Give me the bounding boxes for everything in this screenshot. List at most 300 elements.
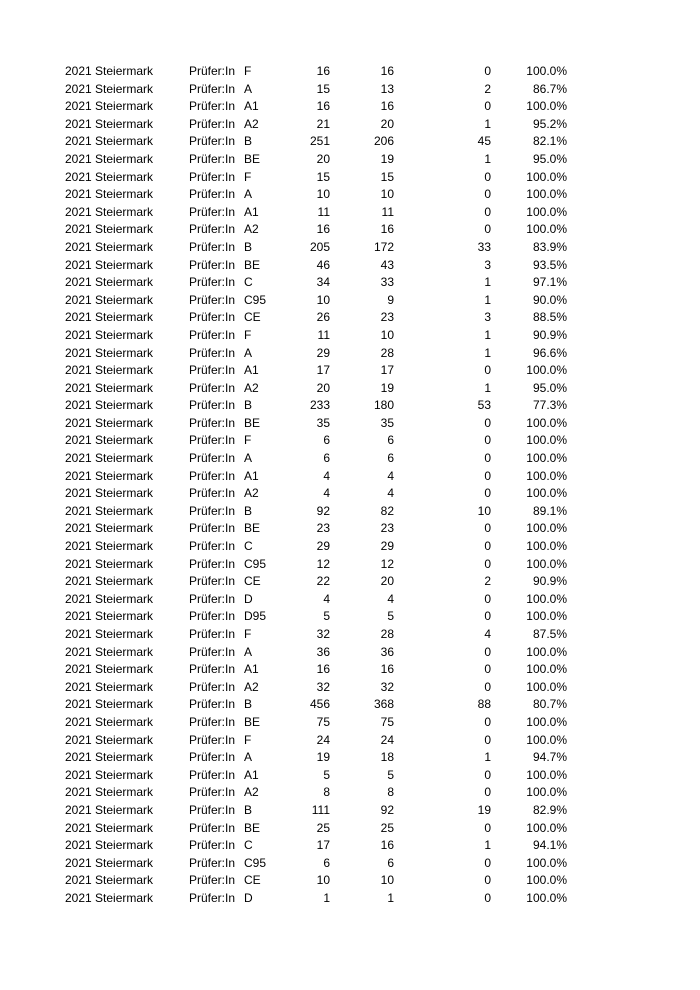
passed-count-cell: 16 [380, 222, 394, 237]
total-count-cell: 10 [316, 292, 330, 307]
license-class-cell: F [244, 627, 252, 641]
year-region-cell: 2021 Steiermark [65, 99, 154, 114]
failed-count-cell: 0 [484, 662, 491, 677]
total-count-cell: 19 [316, 750, 330, 765]
failed-count-cell: 10 [477, 503, 491, 518]
total-count-cell: 16 [316, 64, 330, 78]
passed-count-cell: 206 [373, 134, 394, 149]
year-region-cell: 2021 Steiermark [65, 363, 154, 378]
table-row [0, 98, 700, 116]
table-row [0, 450, 700, 468]
total-count-cell: 1 [323, 890, 330, 905]
passed-count-cell: 5 [387, 609, 394, 624]
role-cell: Prüfer:In [189, 732, 236, 747]
year-region-cell: 2021 Steiermark [65, 222, 154, 237]
passed-count-cell: 33 [380, 275, 394, 290]
year-region-cell: 2021 Steiermark [65, 820, 154, 835]
passed-count-cell: 10 [380, 327, 394, 342]
license-class-cell: A1 [244, 468, 259, 483]
year-region-cell: 2021 Steiermark [65, 627, 154, 641]
table-row [0, 274, 700, 292]
passed-count-cell: 28 [380, 345, 394, 360]
total-count-cell: 4 [323, 486, 330, 501]
total-count-cell: 75 [316, 714, 330, 729]
total-count-cell: 233 [309, 398, 330, 413]
table-row [0, 714, 700, 732]
license-class-cell: C [244, 838, 253, 853]
pass-rate-cell: 100.0% [526, 890, 567, 905]
role-cell: Prüfer:In [189, 275, 236, 290]
total-count-cell: 26 [316, 310, 330, 325]
failed-count-cell: 0 [484, 415, 491, 430]
total-count-cell: 46 [316, 257, 330, 272]
year-region-cell: 2021 Steiermark [65, 169, 154, 184]
passed-count-cell: 29 [380, 539, 394, 554]
passed-count-cell: 11 [381, 204, 394, 219]
table-row [0, 749, 700, 767]
role-cell: Prüfer:In [189, 662, 236, 677]
total-count-cell: 22 [316, 574, 330, 589]
role-cell: Prüfer:In [189, 169, 236, 184]
table-row [0, 292, 700, 310]
pass-rate-cell: 100.0% [526, 785, 567, 800]
role-cell: Prüfer:In [189, 785, 236, 800]
failed-count-cell: 0 [484, 539, 491, 554]
pass-rate-cell: 100.0% [526, 363, 567, 378]
passed-count-cell: 23 [380, 521, 394, 536]
license-class-cell: A [244, 187, 253, 202]
failed-count-cell: 53 [477, 398, 491, 413]
passed-count-cell: 8 [387, 785, 394, 800]
failed-count-cell: 1 [484, 327, 491, 342]
role-cell: Prüfer:In [189, 609, 236, 624]
total-count-cell: 35 [316, 415, 330, 430]
failed-count-cell: 0 [484, 785, 491, 800]
year-region-cell: 2021 Steiermark [65, 714, 154, 729]
passed-count-cell: 20 [380, 116, 394, 131]
role-cell: Prüfer:In [189, 521, 236, 536]
total-count-cell: 15 [316, 81, 330, 96]
pass-rate-cell: 94.7% [532, 750, 567, 765]
role-cell: Prüfer:In [189, 556, 236, 571]
role-cell: Prüfer:In [189, 574, 236, 589]
role-cell: Prüfer:In [189, 451, 236, 466]
passed-count-cell: 36 [380, 644, 394, 659]
failed-count-cell: 19 [477, 802, 491, 817]
table-row [0, 890, 700, 908]
year-region-cell: 2021 Steiermark [65, 539, 154, 554]
total-count-cell: 6 [323, 451, 330, 466]
passed-count-cell: 35 [380, 415, 394, 430]
license-class-cell: A [244, 644, 253, 659]
license-class-cell: A1 [244, 204, 259, 219]
table-row [0, 81, 700, 99]
pass-rate-cell: 86.7% [532, 81, 567, 96]
total-count-cell: 32 [316, 679, 330, 694]
pass-rate-cell: 95.0% [532, 151, 567, 166]
year-region-cell: 2021 Steiermark [65, 521, 154, 536]
pass-rate-cell: 87.5% [532, 627, 567, 641]
total-count-cell: 29 [316, 539, 330, 554]
license-class-cell: B [244, 802, 253, 817]
license-class-cell: A [244, 345, 253, 360]
license-class-cell: A [244, 750, 253, 765]
passed-count-cell: 4 [387, 486, 394, 501]
year-region-cell: 2021 Steiermark [65, 890, 154, 905]
license-class-cell: F [244, 433, 252, 448]
total-count-cell: 32 [316, 627, 330, 641]
pass-rate-cell: 97.1% [532, 275, 567, 290]
year-region-cell: 2021 Steiermark [65, 697, 154, 712]
passed-count-cell: 16 [380, 64, 394, 78]
year-region-cell: 2021 Steiermark [65, 64, 154, 78]
total-count-cell: 10 [316, 187, 330, 202]
year-region-cell: 2021 Steiermark [65, 486, 154, 501]
passed-count-cell: 82 [380, 503, 394, 518]
year-region-cell: 2021 Steiermark [65, 873, 154, 888]
year-region-cell: 2021 Steiermark [65, 327, 154, 342]
pass-rate-cell: 100.0% [526, 556, 567, 571]
pass-rate-cell: 100.0% [526, 451, 567, 466]
total-count-cell: 4 [323, 591, 330, 606]
total-count-cell: 17 [316, 838, 330, 853]
table-row [0, 767, 700, 785]
table-row [0, 872, 700, 890]
role-cell: Prüfer:In [189, 750, 236, 765]
total-count-cell: 16 [316, 222, 330, 237]
table-row [0, 696, 700, 714]
pass-rate-cell: 100.0% [526, 521, 567, 536]
table-row [0, 204, 700, 222]
role-cell: Prüfer:In [189, 239, 236, 254]
total-count-cell: 4 [323, 468, 330, 483]
role-cell: Prüfer:In [189, 327, 236, 342]
pass-rate-cell: 100.0% [526, 644, 567, 659]
role-cell: Prüfer:In [189, 627, 236, 641]
failed-count-cell: 0 [484, 732, 491, 747]
pass-rate-cell: 100.0% [526, 679, 567, 694]
pass-rate-cell: 90.9% [532, 327, 567, 342]
total-count-cell: 251 [309, 134, 330, 149]
pass-rate-cell: 100.0% [526, 609, 567, 624]
failed-count-cell: 0 [484, 591, 491, 606]
role-cell: Prüfer:In [189, 81, 236, 96]
role-cell: Prüfer:In [189, 222, 236, 237]
role-cell: Prüfer:In [189, 503, 236, 518]
role-cell: Prüfer:In [189, 890, 236, 905]
pass-rate-cell: 90.9% [532, 574, 567, 589]
passed-count-cell: 6 [387, 451, 394, 466]
total-count-cell: 16 [316, 662, 330, 677]
pass-rate-cell: 80.7% [532, 697, 567, 712]
total-count-cell: 15 [316, 169, 330, 184]
pass-rate-cell: 94.1% [532, 838, 567, 853]
year-region-cell: 2021 Steiermark [65, 591, 154, 606]
failed-count-cell: 0 [484, 714, 491, 729]
year-region-cell: 2021 Steiermark [65, 398, 154, 413]
license-class-cell: C [244, 275, 253, 290]
role-cell: Prüfer:In [189, 345, 236, 360]
table-row [0, 116, 700, 134]
pass-rate-cell: 100.0% [526, 591, 567, 606]
role-cell: Prüfer:In [189, 433, 236, 448]
role-cell: Prüfer:In [189, 820, 236, 835]
passed-count-cell: 18 [380, 750, 394, 765]
license-class-cell: A1 [244, 662, 259, 677]
table-row [0, 327, 700, 345]
table-row [0, 732, 700, 750]
year-region-cell: 2021 Steiermark [65, 574, 154, 589]
total-count-cell: 20 [316, 151, 330, 166]
total-count-cell: 21 [316, 116, 330, 131]
pass-rate-cell: 100.0% [526, 486, 567, 501]
license-class-cell: BE [244, 521, 261, 536]
pass-rate-cell: 95.0% [532, 380, 567, 395]
table-row [0, 538, 700, 556]
license-class-cell: F [244, 169, 252, 184]
total-count-cell: 34 [316, 275, 330, 290]
passed-count-cell: 10 [380, 873, 394, 888]
license-class-cell: BE [244, 257, 261, 272]
year-region-cell: 2021 Steiermark [65, 767, 154, 782]
pass-rate-cell: 95.2% [532, 116, 567, 131]
total-count-cell: 5 [323, 767, 330, 782]
pass-rate-cell: 82.9% [532, 802, 567, 817]
passed-count-cell: 13 [380, 81, 394, 96]
total-count-cell: 36 [316, 644, 330, 659]
pass-rate-cell: 100.0% [526, 415, 567, 430]
passed-count-cell: 15 [380, 169, 394, 184]
passed-count-cell: 6 [387, 433, 394, 448]
role-cell: Prüfer:In [189, 486, 236, 501]
total-count-cell: 12 [316, 556, 330, 571]
license-class-cell: D [244, 890, 253, 905]
failed-count-cell: 0 [484, 873, 491, 888]
total-count-cell: 17 [316, 363, 330, 378]
role-cell: Prüfer:In [189, 398, 236, 413]
pass-rate-cell: 82.1% [532, 134, 567, 149]
role-cell: Prüfer:In [189, 679, 236, 694]
table-row [0, 608, 700, 626]
total-count-cell: 29 [316, 345, 330, 360]
role-cell: Prüfer:In [189, 363, 236, 378]
failed-count-cell: 0 [484, 556, 491, 571]
failed-count-cell: 2 [484, 81, 491, 96]
table-row [0, 309, 700, 327]
table-row [0, 855, 700, 873]
passed-count-cell: 4 [387, 591, 394, 606]
license-class-cell: B [244, 697, 253, 712]
license-class-cell: CE [244, 574, 261, 589]
license-class-cell: A2 [244, 116, 259, 131]
failed-count-cell: 0 [484, 204, 491, 219]
year-region-cell: 2021 Steiermark [65, 151, 154, 166]
passed-count-cell: 92 [380, 802, 394, 817]
role-cell: Prüfer:In [189, 873, 236, 888]
table-row [0, 186, 700, 204]
role-cell: Prüfer:In [189, 151, 236, 166]
total-count-cell: 5 [323, 609, 330, 624]
license-class-cell: BE [244, 714, 261, 729]
failed-count-cell: 0 [484, 521, 491, 536]
failed-count-cell: 0 [484, 890, 491, 905]
pass-rate-cell: 100.0% [526, 767, 567, 782]
passed-count-cell: 28 [380, 627, 394, 641]
license-class-cell: A2 [244, 486, 259, 501]
passed-count-cell: 17 [380, 363, 394, 378]
table-row [0, 520, 700, 538]
year-region-cell: 2021 Steiermark [65, 556, 154, 571]
table-row [0, 362, 700, 380]
license-class-cell: BE [244, 151, 261, 166]
role-cell: Prüfer:In [189, 539, 236, 554]
table-row [0, 133, 700, 151]
failed-count-cell: 0 [484, 169, 491, 184]
table-row [0, 239, 700, 257]
license-class-cell: B [244, 134, 253, 149]
license-class-cell: A2 [244, 785, 259, 800]
table-row [0, 169, 700, 187]
table-row [0, 345, 700, 363]
failed-count-cell: 1 [484, 380, 491, 395]
license-class-cell: C95 [244, 855, 267, 870]
failed-count-cell: 0 [484, 855, 491, 870]
pass-rate-cell: 96.6% [532, 345, 567, 360]
pass-rate-cell: 100.0% [526, 820, 567, 835]
table-row [0, 151, 700, 169]
passed-count-cell: 368 [373, 697, 394, 712]
total-count-cell: 456 [309, 697, 330, 712]
failed-count-cell: 0 [484, 468, 491, 483]
year-region-cell: 2021 Steiermark [65, 81, 154, 96]
table-row [0, 556, 700, 574]
passed-count-cell: 6 [387, 855, 394, 870]
table-row [0, 468, 700, 486]
role-cell: Prüfer:In [189, 116, 236, 131]
passed-count-cell: 23 [380, 310, 394, 325]
role-cell: Prüfer:In [189, 767, 236, 782]
total-count-cell: 20 [316, 380, 330, 395]
table-row [0, 679, 700, 697]
table-row [0, 837, 700, 855]
table-row [0, 415, 700, 433]
passed-count-cell: 19 [380, 380, 394, 395]
license-class-cell: C95 [244, 556, 267, 571]
table-row [0, 257, 700, 275]
table-row [0, 63, 700, 81]
passed-count-cell: 9 [387, 292, 394, 307]
license-class-cell: CE [244, 310, 261, 325]
year-region-cell: 2021 Steiermark [65, 433, 154, 448]
passed-count-cell: 1 [387, 890, 394, 905]
year-region-cell: 2021 Steiermark [65, 855, 154, 870]
license-class-cell: BE [244, 415, 261, 430]
license-class-cell: A1 [244, 767, 259, 782]
total-count-cell: 16 [316, 99, 330, 114]
role-cell: Prüfer:In [189, 64, 236, 78]
year-region-cell: 2021 Steiermark [65, 380, 154, 395]
failed-count-cell: 1 [484, 116, 491, 131]
passed-count-cell: 24 [380, 732, 394, 747]
pass-rate-cell: 100.0% [526, 732, 567, 747]
role-cell: Prüfer:In [189, 310, 236, 325]
failed-count-cell: 88 [477, 697, 491, 712]
total-count-cell: 23 [316, 521, 330, 536]
table-row [0, 380, 700, 398]
passed-count-cell: 5 [387, 767, 394, 782]
failed-count-cell: 0 [484, 187, 491, 202]
year-region-cell: 2021 Steiermark [65, 732, 154, 747]
role-cell: Prüfer:In [189, 415, 236, 430]
pass-rate-cell: 100.0% [526, 662, 567, 677]
total-count-cell: 11 [317, 204, 330, 219]
year-region-cell: 2021 Steiermark [65, 503, 154, 518]
spreadsheet-page [0, 63, 700, 908]
passed-count-cell: 32 [380, 679, 394, 694]
table-row [0, 591, 700, 609]
failed-count-cell: 0 [484, 451, 491, 466]
role-cell: Prüfer:In [189, 99, 236, 114]
passed-count-cell: 10 [380, 187, 394, 202]
license-class-cell: A2 [244, 679, 259, 694]
year-region-cell: 2021 Steiermark [65, 345, 154, 360]
failed-count-cell: 1 [484, 275, 491, 290]
passed-count-cell: 16 [380, 662, 394, 677]
pass-rate-cell: 100.0% [526, 433, 567, 448]
license-class-cell: D95 [244, 609, 267, 624]
failed-count-cell: 33 [477, 239, 491, 254]
table-row [0, 485, 700, 503]
failed-count-cell: 0 [484, 433, 491, 448]
year-region-cell: 2021 Steiermark [65, 468, 154, 483]
failed-count-cell: 0 [484, 644, 491, 659]
license-class-cell: F [244, 327, 252, 342]
role-cell: Prüfer:In [189, 468, 236, 483]
license-class-cell: A2 [244, 380, 259, 395]
passed-count-cell: 16 [380, 99, 394, 114]
total-count-cell: 6 [323, 433, 330, 448]
license-class-cell: A [244, 81, 253, 96]
failed-count-cell: 0 [484, 609, 491, 624]
passed-count-cell: 4 [387, 468, 394, 483]
role-cell: Prüfer:In [189, 838, 236, 853]
year-region-cell: 2021 Steiermark [65, 750, 154, 765]
table-row [0, 432, 700, 450]
total-count-cell: 205 [309, 239, 330, 254]
license-class-cell: CE [244, 873, 261, 888]
passed-count-cell: 25 [380, 820, 394, 835]
table-row [0, 503, 700, 521]
role-cell: Prüfer:In [189, 134, 236, 149]
year-region-cell: 2021 Steiermark [65, 310, 154, 325]
pass-rate-cell: 89.1% [532, 503, 567, 518]
year-region-cell: 2021 Steiermark [65, 204, 154, 219]
license-class-cell: C [244, 539, 253, 554]
passed-count-cell: 16 [380, 838, 394, 853]
total-count-cell: 6 [323, 855, 330, 870]
pass-rate-cell: 83.9% [532, 239, 567, 254]
total-count-cell: 8 [323, 785, 330, 800]
table-row [0, 802, 700, 820]
role-cell: Prüfer:In [189, 292, 236, 307]
year-region-cell: 2021 Steiermark [65, 257, 154, 272]
pass-rate-cell: 77.3% [532, 398, 567, 413]
year-region-cell: 2021 Steiermark [65, 679, 154, 694]
total-count-cell: 11 [317, 327, 330, 342]
license-class-cell: A1 [244, 99, 259, 114]
year-region-cell: 2021 Steiermark [65, 785, 154, 800]
year-region-cell: 2021 Steiermark [65, 644, 154, 659]
